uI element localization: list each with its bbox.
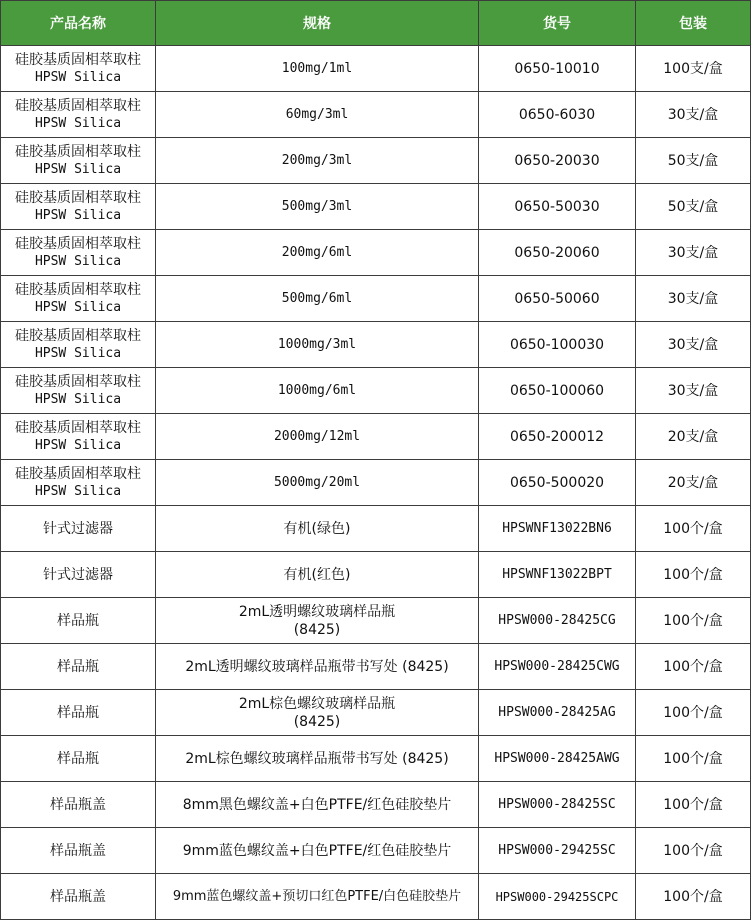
item-code-cell: HPSW000-28425SC — [479, 782, 636, 828]
spec-line-1: 2mL棕色螺纹玻璃样品瓶 — [238, 695, 396, 712]
item-code-cell: HPSW000-28425CG — [479, 598, 636, 644]
item-code-cell: HPSW000-28425AWG — [479, 736, 636, 782]
spec-cell: 1000mg/6ml — [156, 368, 479, 414]
table-row — [1, 276, 751, 322]
spec-cell: 500mg/6ml — [156, 276, 479, 322]
table-row — [1, 552, 751, 598]
spec-cell: 1000mg/3ml — [156, 322, 479, 368]
table-row — [1, 736, 751, 782]
packaging-cell: 100个/盒 — [636, 644, 751, 690]
spec-cell: 2mL透明螺纹玻璃样品瓶带书写处 (8425) — [156, 644, 479, 690]
spec-cell: 500mg/3ml — [156, 184, 479, 230]
spec-cell: 2mL棕色螺纹玻璃样品瓶带书写处 (8425) — [156, 736, 479, 782]
table-row — [1, 322, 751, 368]
spec-cell: 有机(绿色) — [156, 506, 479, 552]
product-name-cn: 硅胶基质固相萃取柱 — [15, 419, 141, 436]
spec-line-1: 2mL透明螺纹玻璃样品瓶 — [238, 603, 396, 620]
product-name-en: HPSW Silica — [34, 345, 122, 361]
product-name-cell: 样品瓶盖 — [1, 828, 156, 874]
spec-cell — [156, 598, 479, 644]
table-row — [1, 92, 751, 138]
spec-cell: 100mg/1ml — [156, 46, 479, 92]
item-code-cell: 0650-50030 — [479, 184, 636, 230]
packaging-cell: 100个/盒 — [636, 828, 751, 874]
product-name-cn: 硅胶基质固相萃取柱 — [15, 189, 141, 206]
product-name-cell — [1, 322, 156, 368]
packaging-cell: 100个/盒 — [636, 782, 751, 828]
product-name-cell: 样品瓶 — [1, 644, 156, 690]
product-name-cell: 样品瓶 — [1, 736, 156, 782]
spec-cell: 5000mg/20ml — [156, 460, 479, 506]
table-row — [1, 690, 751, 736]
packaging-cell: 100个/盒 — [636, 736, 751, 782]
packaging-cell: 30支/盒 — [636, 276, 751, 322]
item-code-cell: 0650-50060 — [479, 276, 636, 322]
item-code-cell: 0650-6030 — [479, 92, 636, 138]
item-code-cell: HPSW000-29425SCPC — [479, 874, 636, 920]
table-row — [1, 644, 751, 690]
product-name-cell: 样品瓶盖 — [1, 782, 156, 828]
item-code-cell: HPSWNF13022BPT — [479, 552, 636, 598]
spec-cell: 9mm蓝色螺纹盖+预切口红色PTFE/白色硅胶垫片 — [156, 874, 479, 920]
packaging-cell: 30支/盒 — [636, 230, 751, 276]
product-name-cn: 硅胶基质固相萃取柱 — [15, 373, 141, 390]
product-name-cell: 针式过滤器 — [1, 552, 156, 598]
product-name-cell — [1, 138, 156, 184]
product-name-cn: 硅胶基质固相萃取柱 — [15, 465, 141, 482]
table-row — [1, 368, 751, 414]
spec-cell: 有机(红色) — [156, 552, 479, 598]
item-code-cell: 0650-10010 — [479, 46, 636, 92]
product-name-cell: 样品瓶盖 — [1, 874, 156, 920]
product-name-cn: 硅胶基质固相萃取柱 — [15, 327, 141, 344]
packaging-cell: 100个/盒 — [636, 690, 751, 736]
product-name-cn: 硅胶基质固相萃取柱 — [15, 281, 141, 298]
product-name-cell — [1, 92, 156, 138]
table-row — [1, 46, 751, 92]
packaging-cell: 100个/盒 — [636, 598, 751, 644]
product-name-cn: 硅胶基质固相萃取柱 — [15, 235, 141, 252]
item-code-cell: HPSW000-28425CWG — [479, 644, 636, 690]
table-row — [1, 230, 751, 276]
product-name-en: HPSW Silica — [34, 115, 122, 131]
product-name-en: HPSW Silica — [34, 207, 122, 223]
product-name-en: HPSW Silica — [34, 253, 122, 269]
product-name-cell — [1, 368, 156, 414]
packaging-cell: 30支/盒 — [636, 322, 751, 368]
product-name-en: HPSW Silica — [34, 437, 122, 453]
item-code-cell: 0650-100030 — [479, 322, 636, 368]
product-name-en: HPSW Silica — [34, 299, 122, 315]
packaging-cell: 20支/盒 — [636, 460, 751, 506]
header-product-name: 产品名称 — [1, 1, 156, 46]
header-item-code: 货号 — [479, 1, 636, 46]
packaging-cell: 20支/盒 — [636, 414, 751, 460]
product-name-cn: 硅胶基质固相萃取柱 — [15, 143, 141, 160]
item-code-cell: 0650-100060 — [479, 368, 636, 414]
item-code-cell: 0650-20060 — [479, 230, 636, 276]
spec-cell: 9mm蓝色螺纹盖+白色PTFE/红色硅胶垫片 — [156, 828, 479, 874]
product-name-cell — [1, 460, 156, 506]
header-row — [1, 1, 751, 46]
table-row — [1, 414, 751, 460]
table-row — [1, 598, 751, 644]
spec-cell — [156, 690, 479, 736]
table-row — [1, 460, 751, 506]
product-name-cell — [1, 184, 156, 230]
product-name-cell — [1, 414, 156, 460]
product-name-cell — [1, 46, 156, 92]
spec-cell: 8mm黑色螺纹盖+白色PTFE/红色硅胶垫片 — [156, 782, 479, 828]
product-name-cell — [1, 276, 156, 322]
product-name-en: HPSW Silica — [34, 483, 122, 499]
product-name-en: HPSW Silica — [34, 161, 122, 177]
packaging-cell: 50支/盒 — [636, 184, 751, 230]
item-code-cell: 0650-200012 — [479, 414, 636, 460]
item-code-cell: 0650-500020 — [479, 460, 636, 506]
product-name-cn: 硅胶基质固相萃取柱 — [15, 51, 141, 68]
packaging-cell: 100支/盒 — [636, 46, 751, 92]
spec-cell: 200mg/3ml — [156, 138, 479, 184]
table-row — [1, 782, 751, 828]
table-row — [1, 828, 751, 874]
spec-cell: 60mg/3ml — [156, 92, 479, 138]
product-name-cell: 针式过滤器 — [1, 506, 156, 552]
packaging-cell: 50支/盒 — [636, 138, 751, 184]
packaging-cell: 30支/盒 — [636, 92, 751, 138]
packaging-cell: 100个/盒 — [636, 874, 751, 920]
table-row — [1, 874, 751, 920]
spec-line-2: (8425) — [293, 713, 341, 730]
item-code-cell: 0650-20030 — [479, 138, 636, 184]
product-name-en: HPSW Silica — [34, 391, 122, 407]
table-row — [1, 138, 751, 184]
product-name-cell: 样品瓶 — [1, 598, 156, 644]
product-name-cell — [1, 230, 156, 276]
product-name-cell: 样品瓶 — [1, 690, 156, 736]
item-code-cell: HPSWNF13022BN6 — [479, 506, 636, 552]
product-name-cn: 硅胶基质固相萃取柱 — [15, 97, 141, 114]
product-name-en: HPSW Silica — [34, 69, 122, 85]
header-packaging: 包装 — [636, 1, 751, 46]
item-code-cell: HPSW000-28425AG — [479, 690, 636, 736]
spec-line-2: (8425) — [293, 621, 341, 638]
spec-cell: 2000mg/12ml — [156, 414, 479, 460]
packaging-cell: 100个/盒 — [636, 552, 751, 598]
packaging-cell: 100个/盒 — [636, 506, 751, 552]
header-spec: 规格 — [156, 1, 479, 46]
packaging-cell: 30支/盒 — [636, 368, 751, 414]
item-code-cell: HPSW000-29425SC — [479, 828, 636, 874]
table-row — [1, 184, 751, 230]
spec-cell: 200mg/6ml — [156, 230, 479, 276]
table-row — [1, 506, 751, 552]
